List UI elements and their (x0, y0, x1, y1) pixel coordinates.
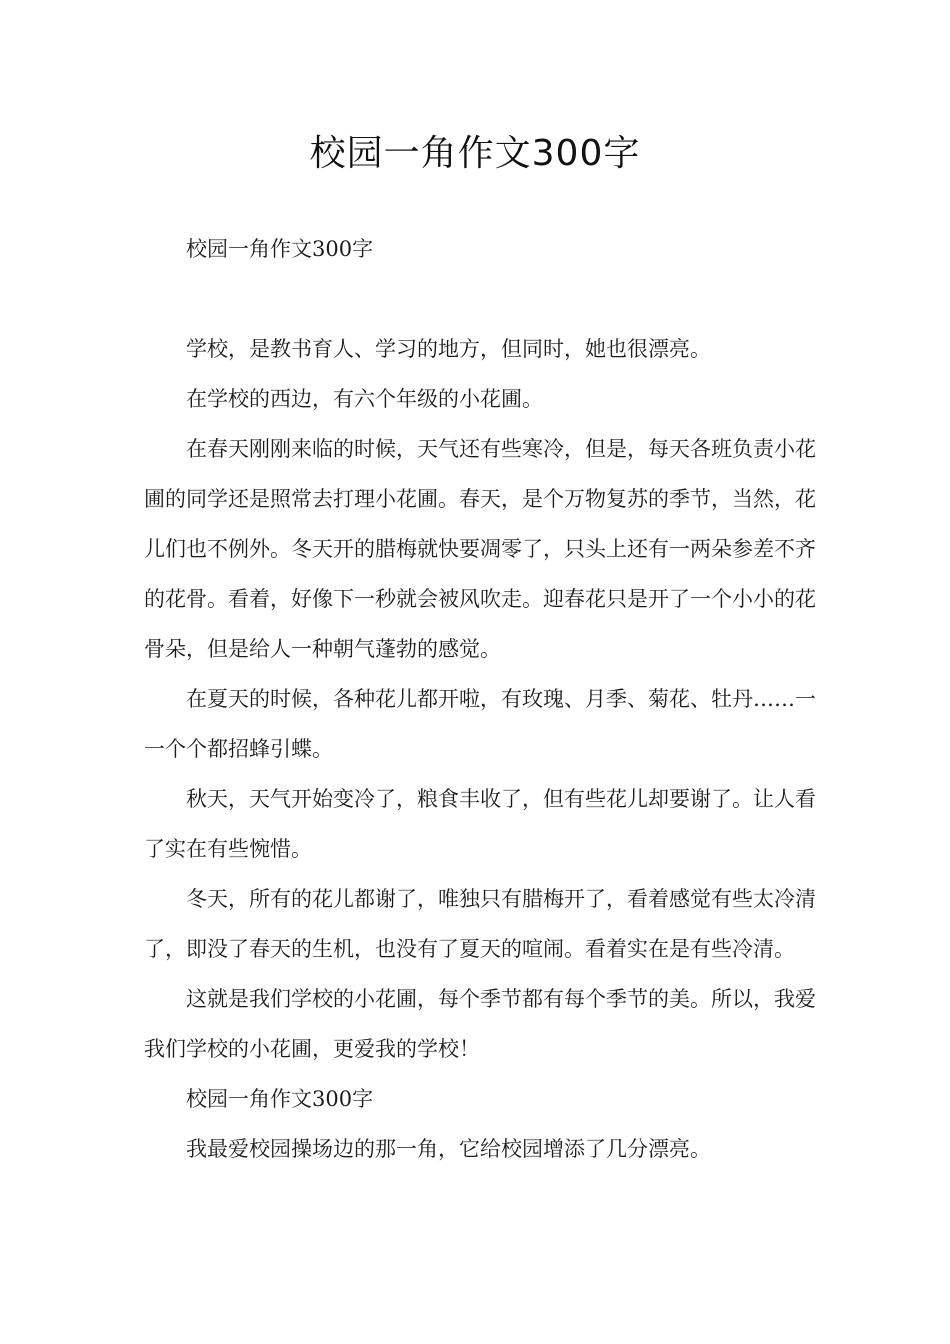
paragraph-8: 我最爱校园操场边的那一角，它给校园增添了几分漂亮。 (186, 1137, 711, 1161)
document-subtitle: 校园一角作文300字 (186, 237, 374, 261)
paragraph-4: 在夏天的时候，各种花儿都开啦，有玫瑰、月季、菊花、牡丹……一一个个都招蜂引蝶。 (144, 687, 816, 761)
paragraph-3: 在春天刚刚来临的时候，天气还有些寒冷，但是，每天各班负责小花圃的同学还是照常去打理小花圃。春天，是个万物复苏的季节，当然，花儿们也不例外。冬天开的腊梅就快要凋零了，只头上还有一两朵参差不齐的花骨。看着，好像下一秒就会被风吹走。迎春花只是开了一个小小的花骨朵，但是给人一种朝气蓬勃的感觉。 (144, 437, 816, 661)
document-title: 校园一角作文300字 (309, 133, 641, 174)
paragraph-6: 冬天，所有的花儿都谢了，唯独只有腊梅开了，看着感觉有些太冷清了，即没了春天的生机，也没有了夏天的喧闹。看着实在是有些冷清。 (144, 887, 816, 961)
document-subtitle-block (144, 224, 816, 274)
paragraph-5: 秋天，天气开始变冷了，粮食丰收了，但有些花儿却要谢了。让人看了实在有些惋惜。 (144, 787, 816, 861)
paragraph-7: 这就是我们学校的小花圃，每个季节都有每个季节的美。所以，我爱我们学校的小花圃，更爱我的学校！ (144, 987, 816, 1061)
paragraph-1: 学校，是教书育人、学习的地方，但同时，她也很漂亮。 (186, 337, 711, 361)
paragraph-2: 在学校的西边，有六个年级的小花圃。 (186, 387, 543, 411)
document-body (144, 324, 816, 1174)
section-heading-2: 校园一角作文300字 (186, 1087, 374, 1111)
